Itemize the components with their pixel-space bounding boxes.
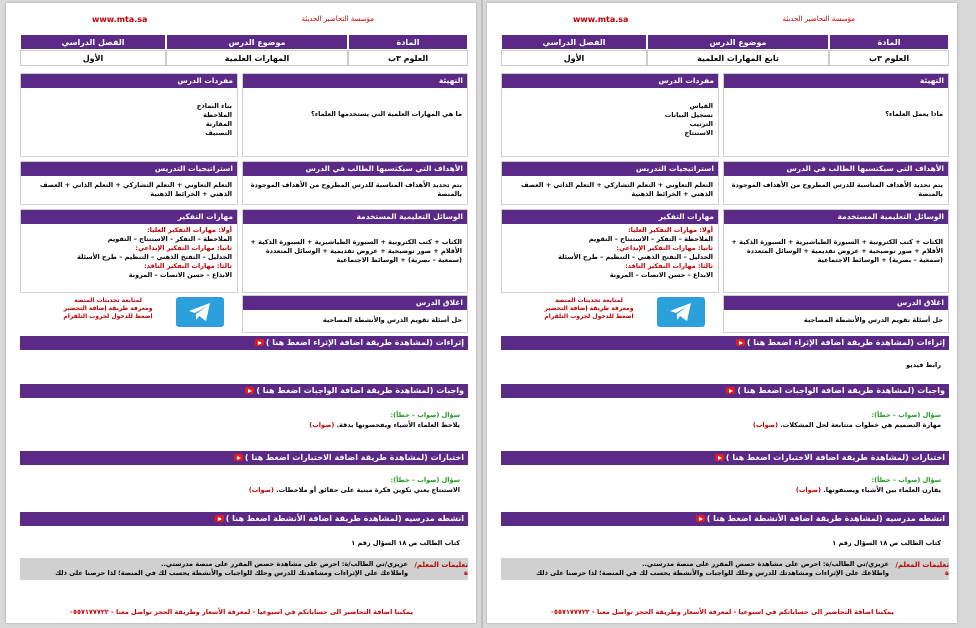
- page-separator: [481, 0, 483, 628]
- question-type: سؤال (صواب – خطأ):: [390, 476, 460, 484]
- topic-header: موضوع الدرس: [166, 34, 348, 50]
- topic-value: تابع المهارات العلمية: [647, 50, 829, 66]
- activities-label: انشطه مدرسيه: [404, 514, 464, 523]
- thinking-text: الجدليل – التفتح الذهني – التنظيم – طرح الأسئلة: [558, 253, 713, 261]
- aids-title: الوسائل التعليمية المستخدمة: [724, 210, 948, 224]
- telegram-line: ومعرفة طريقة إضافة التحضير: [544, 305, 634, 312]
- tests-label: اختبارات: [430, 453, 464, 462]
- warmup-text: ما هي المهارات العلمية التي يستخدمها العلماء؟: [310, 110, 462, 118]
- thinking-title: مهارات التفكير: [502, 210, 718, 224]
- closure-box: [723, 295, 949, 333]
- page-header: [6, 15, 476, 29]
- question-type: سؤال (صواب – خطأ):: [871, 476, 941, 484]
- activities-text: كتاب الطالب ص ١٨ السؤال رقم ١: [501, 526, 949, 556]
- telegram-icon: [669, 302, 693, 322]
- topic-value: المهارات العلمية: [166, 50, 348, 66]
- page-footer: يمكننا اضافة التحاضير الى حساباتكم في اسبوعيا - لمعرفة الأسعار وطريقة الحجز تواصل معنا - ٠٥٥٧١٧٧٧٢٢: [550, 608, 894, 616]
- objectives-box: [723, 161, 949, 205]
- vocab-item: القياس: [689, 102, 713, 110]
- objectives-title: الأهداف التي سيكتسبها الطالب في الدرس: [724, 162, 948, 176]
- enrichment-section: [20, 336, 468, 384]
- vocabulary-title: مفردات الدرس: [502, 74, 718, 88]
- youtube-icon[interactable]: [726, 387, 735, 394]
- semester-header: الفصل الدراسي: [20, 34, 166, 50]
- enrichment-title: [20, 336, 468, 350]
- teacher-notes-label: تعليمات المعلم/ة: [895, 561, 949, 577]
- aids-text: الكتاب + كتب الكترونية + السبورة الطباشيرية + السبورة الذكية + الأقلام + صور توضيحية + عروض تقديمية + الوسائل المتعددة (سمعية – بصرية) + الوسائط الاجتماعية: [250, 238, 462, 264]
- activities-label: انشطه مدرسيه: [885, 514, 945, 523]
- thinking-heading: ثانيا: مهارات التفكير الإبداعي:: [616, 244, 713, 252]
- site-url[interactable]: www.mta.sa: [92, 15, 148, 24]
- subject-value: العلوم ٣ب: [829, 50, 949, 66]
- enrichment-video-link[interactable]: (لمشاهدة طريقة اضافة الإثراء اضغط هنا ): [265, 338, 433, 347]
- closure-title: اغلاق الدرس: [724, 296, 948, 310]
- thinking-heading: أولا: مهارات التفكير العليا:: [147, 226, 232, 234]
- semester-value: الأول: [501, 50, 647, 66]
- homework-question: مهارة التصميم هي خطوات متتابعة لحل المشكلات.: [780, 421, 941, 429]
- closure-box: [242, 295, 468, 333]
- objectives-box: [242, 161, 468, 205]
- youtube-icon[interactable]: [255, 339, 264, 346]
- question-type: سؤال (صواب – خطأ):: [390, 411, 460, 419]
- aids-title: الوسائل التعليمية المستخدمة: [243, 210, 467, 224]
- telegram-line: لمتابعة تحديثات المنصة: [74, 297, 142, 304]
- thinking-heading: ثالثا: مهارات التفكير الناقد:: [625, 262, 713, 270]
- strategies-title: استراتيجيات التدريس: [21, 162, 237, 176]
- tests-video-link[interactable]: (لمشاهدة طريقة اضافة الاختبارات اضغط هنا ): [725, 453, 909, 462]
- strategies-box: [20, 161, 238, 205]
- test-answer: (صواب): [795, 486, 821, 494]
- tests-label: اختبارات: [911, 453, 945, 462]
- telegram-button[interactable]: [657, 297, 705, 327]
- teacher-notes: [20, 558, 468, 580]
- lesson-info-table: [20, 34, 468, 66]
- vocabulary-box: [501, 73, 719, 157]
- subject-value: العلوم ٣ب: [348, 50, 468, 66]
- enrichment-text: رابط فيديو: [501, 350, 949, 384]
- test-answer: (صواب): [248, 486, 274, 494]
- vocab-item: المقارنة: [205, 120, 232, 128]
- telegram-line: اضغط للدخول لجروب التلقرام: [544, 313, 634, 320]
- left-page: [6, 3, 476, 623]
- enrichment-video-link[interactable]: (لمشاهدة طريقة اضافة الإثراء اضغط هنا ): [746, 338, 914, 347]
- vocab-item: الترتيب: [689, 120, 713, 128]
- institution-name: مؤسسة التحاضير الحديثة: [782, 15, 855, 23]
- youtube-icon[interactable]: [215, 515, 224, 522]
- test-question: يقارن العلماء بين الأشياء ويصنفونها.: [823, 486, 941, 494]
- thinking-box: [501, 209, 719, 293]
- vocabulary-box: [20, 73, 238, 157]
- thinking-heading: ثالثا: مهارات التفكير الناقد:: [144, 262, 232, 270]
- homework-label: واجبات: [917, 386, 945, 395]
- vocabulary-title: مفردات الدرس: [21, 74, 237, 88]
- thinking-text: الملاحظة – التفكر – الاستنتاج – التقويم: [588, 235, 713, 243]
- teacher-notes: [501, 558, 949, 580]
- vocab-item: التصنيف: [205, 129, 232, 137]
- homework-label: واجبات: [436, 386, 464, 395]
- homework-answer: (صواب): [752, 421, 778, 429]
- closure-text: حل أسئلة تقويم الدرس والأنشطة المصاحبة: [322, 316, 462, 324]
- vocab-item: بناء النماذج: [196, 102, 232, 110]
- tests-section: [501, 451, 949, 509]
- warmup-text: ماذا يعمل العلماء؟: [885, 110, 943, 118]
- right-page: [487, 3, 957, 623]
- telegram-line: ومعرفة طريقة إضافة التحضير: [63, 305, 153, 312]
- telegram-line: لمتابعة تحديثات المنصة: [555, 297, 623, 304]
- warmup-box: [242, 73, 468, 157]
- thinking-text: الجدليل – التفتح الذهني – التنظيم – طرح الأسئلة: [77, 253, 232, 261]
- homework-section: [501, 384, 949, 448]
- homework-section: [20, 384, 468, 448]
- subject-header: المادة: [348, 34, 468, 50]
- youtube-icon[interactable]: [715, 454, 724, 461]
- activities-section: [20, 512, 468, 556]
- strategies-box: [501, 161, 719, 205]
- activities-text: كتاب الطالب ص ١٨ السؤال رقم ١: [20, 526, 468, 556]
- question-type: سؤال (صواب – خطأ):: [871, 411, 941, 419]
- vocab-item: الملاحظة: [203, 111, 232, 119]
- activities-video-link[interactable]: (لمشاهدة طريقة اضافة الأنشطة اضغط هنا ): [706, 514, 883, 523]
- teacher-notes-label: تعليمات المعلم/ة: [414, 561, 468, 577]
- aids-text: الكتاب + كتب الكترونية + السبورة الطباشيرية + السبورة الذكية + الأقلام + صور توضيحية + عروض تقديمية + الوسائل المتعددة (سمعية – بصرية) + الوسائط الاجتماعية: [731, 238, 943, 264]
- closure-text: حل أسئلة تقويم الدرس والأنشطة المصاحبة: [803, 316, 943, 324]
- aids-box: [723, 209, 949, 293]
- youtube-icon[interactable]: [245, 387, 254, 394]
- objectives-title: الأهداف التي سيكتسبها الطالب في الدرس: [243, 162, 467, 176]
- warmup-title: التهيئة: [243, 74, 467, 88]
- youtube-icon[interactable]: [736, 339, 745, 346]
- strategies-text: التعلم التعاوني + التعلم التشاركي + التعلم الذاتي + العصف الذهني + الخرائط الذهنية: [39, 181, 232, 198]
- telegram-text[interactable]: [531, 297, 647, 321]
- tests-section: [20, 451, 468, 509]
- enrichment-label: إثراءات: [435, 338, 464, 347]
- institution-name: مؤسسة التحاضير الحديثة: [301, 15, 374, 23]
- homework-video-link[interactable]: (لمشاهدة طريقة اضافة الواجبات اضغط هنا ): [737, 386, 915, 395]
- vocab-item: تسجيل البيانات: [664, 111, 713, 119]
- notes-line: عزيزي/تي الطالب/ة: احرص على مشاهدة حصص المقرر على منصة مدرستي..: [160, 560, 408, 568]
- homework-video-link[interactable]: (لمشاهدة طريقة اضافة الواجبات اضغط هنا ): [256, 386, 434, 395]
- topic-header: موضوع الدرس: [647, 34, 829, 50]
- activities-video-link[interactable]: (لمشاهدة طريقة اضافة الأنشطة اضغط هنا ): [225, 514, 402, 523]
- telegram-icon: [188, 302, 212, 322]
- aids-box: [242, 209, 468, 293]
- enrichment-section: [501, 336, 949, 384]
- lesson-info-table: [501, 34, 949, 66]
- thinking-heading: أولا: مهارات التفكير العليا:: [628, 226, 713, 234]
- activities-section: [501, 512, 949, 556]
- thinking-text: الملاحظة – التفكر – الاستنتاج – التقويم: [107, 235, 232, 243]
- strategies-title: استراتيجيات التدريس: [502, 162, 718, 176]
- page-footer: يمكننا اضافة التحاضير الى حساباتكم في اسبوعيا - لمعرفة الأسعار وطريقة الحجز تواصل معنا - ٠٥٥٧١٧٧٧٢٢: [69, 608, 413, 616]
- thinking-box: [20, 209, 238, 293]
- semester-header: الفصل الدراسي: [501, 34, 647, 50]
- homework-question: يلاحظ العلماء الأشياء ويفحصونها بدقة.: [336, 421, 460, 429]
- thinking-text: الابداع – حسن الانصات – المرونة: [128, 271, 232, 279]
- telegram-button[interactable]: [176, 297, 224, 327]
- youtube-icon[interactable]: [696, 515, 705, 522]
- thinking-title: مهارات التفكير: [21, 210, 237, 224]
- site-url[interactable]: www.mta.sa: [573, 15, 629, 24]
- thinking-heading: ثانيا: مهارات التفكير الإبداعي:: [135, 244, 232, 252]
- objectives-text: يتم تحديد الأهداف المناسبة للدرس المطروح من الأهداف الموجودة بالمنصة: [250, 181, 462, 198]
- objectives-text: يتم تحديد الأهداف المناسبة للدرس المطروح من الأهداف الموجودة بالمنصة: [731, 181, 943, 198]
- notes-line: واطلاعك على الإثراءات ومشاهدتك للدرس وحلك للواجبات والأنشطة يحسب لك في المنصة؛ لذا حرصنا على ذلك: [536, 569, 889, 577]
- test-question: الاستنتاج يعني تكوين فكرة مبنية على حقائق أو ملاحظات.: [276, 486, 460, 494]
- semester-value: الأول: [20, 50, 166, 66]
- vocab-item: الاستنتاج: [684, 129, 713, 137]
- notes-line: عزيزي/تي الطالب/ة: احرص على مشاهدة حصص المقرر على منصة مدرستي..: [641, 560, 889, 568]
- warmup-box: [723, 73, 949, 157]
- tests-video-link[interactable]: (لمشاهدة طريقة اضافة الاختبارات اضغط هنا ): [244, 453, 428, 462]
- notes-line: واطلاعك على الإثراءات ومشاهدتك للدرس وحلك للواجبات والأنشطة يحسب لك في المنصة؛ لذا حرصنا على ذلك: [55, 569, 408, 577]
- enrichment-label: إثراءات: [916, 338, 945, 347]
- page-header: [487, 15, 957, 29]
- homework-answer: (صواب): [309, 421, 335, 429]
- closure-title: اغلاق الدرس: [243, 296, 467, 310]
- thinking-text: الابداع – حسن الانصات – المرونة: [609, 271, 713, 279]
- subject-header: المادة: [829, 34, 949, 50]
- enrichment-text: [20, 350, 468, 384]
- youtube-icon[interactable]: [234, 454, 243, 461]
- warmup-title: التهيئة: [724, 74, 948, 88]
- telegram-line: اضغط للدخول لجروب التلقرام: [63, 313, 153, 320]
- strategies-text: التعلم التعاوني + التعلم التشاركي + التعلم الذاتي + العصف الذهني + الخرائط الذهنية: [520, 181, 713, 198]
- telegram-text[interactable]: [50, 297, 166, 321]
